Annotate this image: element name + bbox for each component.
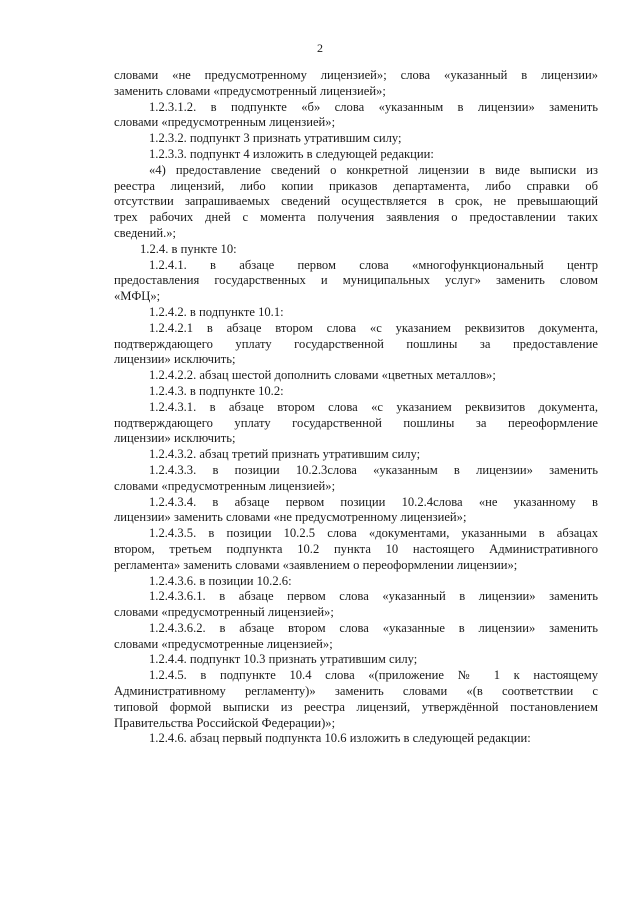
text-line: 1.2.4.3.1. в абзаце втором слова «с указанием реквизитов документа, bbox=[149, 399, 598, 414]
text-line: 1.2.3.2. подпункт 3 признать утратившим силу; bbox=[149, 131, 402, 146]
text-line: 1.2.4.3.4. в абзаце первом позиции 10.2.4слова «не указанному в bbox=[149, 494, 598, 509]
text-line: словами «предусмотренным лицензией»; bbox=[114, 115, 336, 130]
text-line: лицензии» исключить; bbox=[114, 431, 236, 446]
text-line: 1.2.4.2.2. абзац шестой дополнить словами «цветных металлов»; bbox=[149, 368, 496, 383]
text-line: словами «не предусмотренному лицензией»; слова «указанный в лицензии» bbox=[114, 68, 598, 82]
page-number: 2 bbox=[317, 41, 323, 55]
text-line: подтверждающего уплату государственной пошлины за переоформление bbox=[114, 415, 598, 430]
text-line: Правительства Российской Федерации)»; bbox=[114, 715, 336, 730]
text-line: словами «предусмотренный лицензией»; bbox=[114, 605, 334, 620]
text-line: 1.2.4.3.3. в позиции 10.2.3слова «указанным в лицензии» заменить bbox=[149, 462, 598, 477]
text-line: 1.2.4.3. в подпункте 10.2: bbox=[149, 383, 284, 398]
text-line: 1.2.4.5. в подпункте 10.4 слова «(приложение № 1 к настоящему bbox=[149, 668, 598, 683]
text-line: «4) предоставление сведений о конкретной лицензии в виде выписки из bbox=[149, 162, 598, 177]
text-line: словами «предусмотренным лицензией»; bbox=[114, 478, 336, 493]
text-line: типовой формой выписки из реестра лицензий, утверждённой постановлением bbox=[114, 699, 598, 714]
text-line: 1.2.4. в пункте 10: bbox=[140, 241, 237, 256]
text-line: «МФЦ»; bbox=[114, 289, 161, 304]
text-line: 1.2.4.3.6.1. в абзаце первом слова «указанный в лицензии» заменить bbox=[149, 589, 598, 604]
text-line: предоставления государственных и муниципальных услуг» заменить словом bbox=[114, 273, 598, 288]
text-line: Административному регламенту)» заменить словами «(в соответствии с bbox=[114, 684, 598, 699]
text-line: словами «предусмотренные лицензией»; bbox=[114, 636, 333, 651]
text-line: отсутствии запрашиваемых сведений осуществляется в срок, не превышающий bbox=[114, 194, 598, 209]
text-line: 1.2.3.1.2. в подпункте «б» слова «указанным в лицензии» заменить bbox=[149, 99, 598, 114]
text-line: 1.2.4.3.6.2. в абзаце втором слова «указанные в лицензии» заменить bbox=[149, 620, 598, 635]
text-line: 1.2.4.2.1 в абзаце втором слова «с указанием реквизитов документа, bbox=[149, 320, 598, 335]
text-line: реестра лицензий, либо копии приказов департамента, либо справки об bbox=[114, 178, 598, 193]
text-line: сведений.»; bbox=[114, 225, 177, 240]
text-line: подтверждающего уплату государственной пошлины за предоставление bbox=[114, 336, 598, 351]
text-line: 1.2.4.1. в абзаце первом слова «многофункциональный центр bbox=[149, 257, 598, 272]
text-line: лицензии» исключить; bbox=[114, 352, 236, 367]
text-line: трех рабочих дней с момента получения заявления о предоставлении таких bbox=[114, 210, 598, 225]
text-line: 1.2.4.4. подпункт 10.3 признать утратившим силу; bbox=[149, 652, 418, 667]
text-line: лицензии» заменить словами «не предусмотренному лицензией»; bbox=[114, 510, 467, 525]
text-line: 1.2.4.2. в подпункте 10.1: bbox=[149, 304, 284, 319]
text-line: втором, третьем подпункта 10.2 пункта 10 настоящего Административного bbox=[114, 541, 598, 556]
document-body bbox=[114, 68, 598, 747]
text-line: 1.2.3.3. подпункт 4 изложить в следующей редакции: bbox=[149, 146, 434, 161]
text-line: 1.2.4.3.6. в позиции 10.2.6: bbox=[149, 573, 292, 588]
text-line: заменить словами «предусмотренный лицензией»; bbox=[114, 83, 386, 98]
text-line: 1.2.4.3.2. абзац третий признать утратившим силу; bbox=[149, 447, 421, 462]
text-line: 1.2.4.6. абзац первый подпункта 10.6 изложить в следующей редакции: bbox=[149, 731, 531, 746]
text-line: 1.2.4.3.5. в позиции 10.2.5 слова «документами, указанными в абзацах bbox=[149, 526, 598, 541]
text-line: регламента» заменить словами «заявлением о переоформлении лицензии»; bbox=[114, 557, 518, 572]
